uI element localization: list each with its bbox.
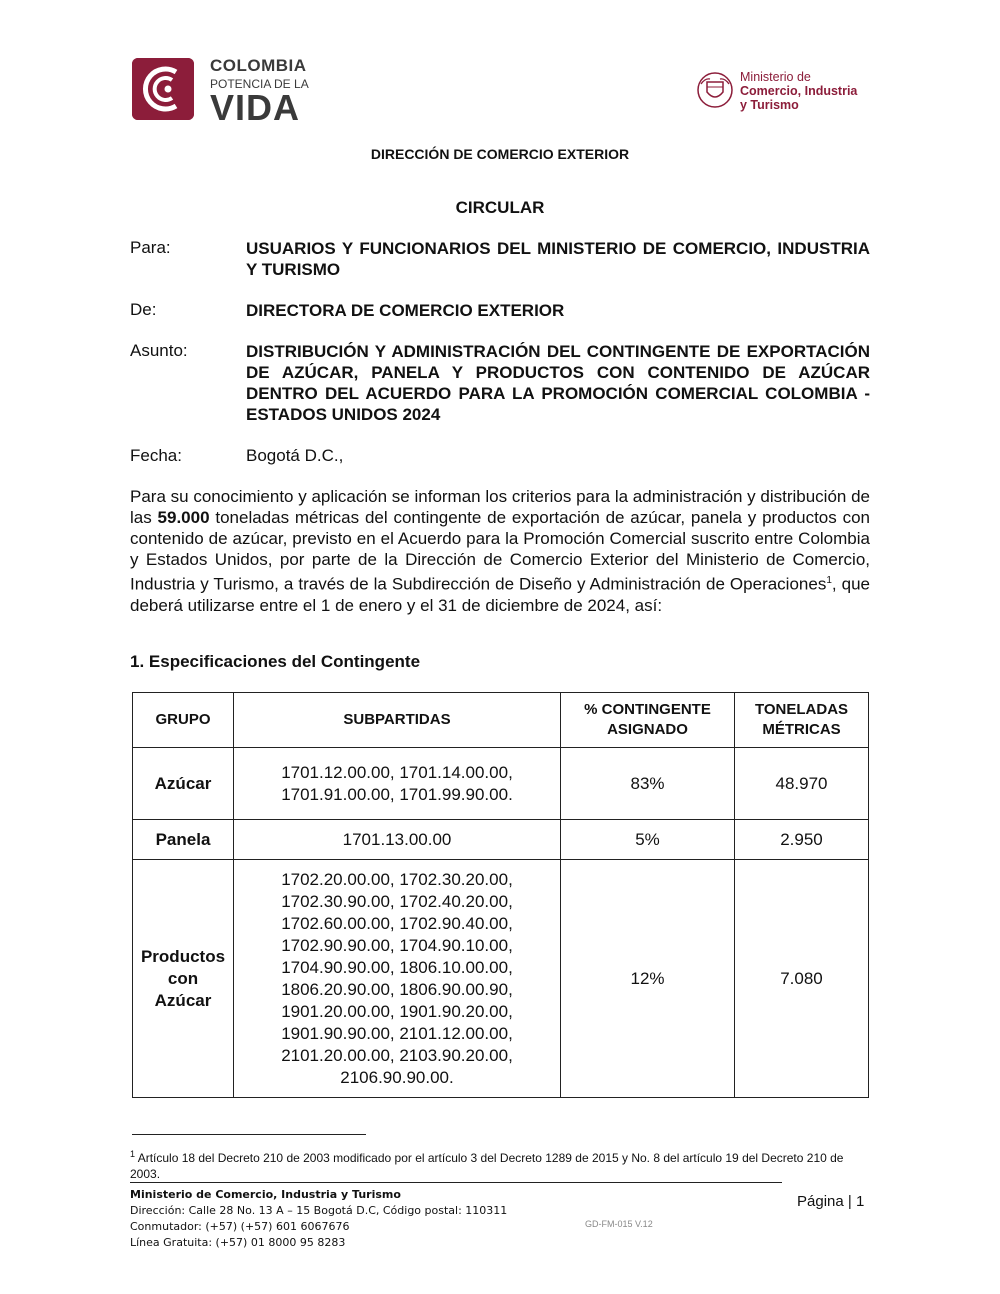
body-text-2: toneladas métricas del contingente de exportación de azúcar, panela y productos con contenido de azúcar, previsto en el Acuerdo para la Promoción Comercial suscrito entre Colombia y Estados Unidos, por parte de la Dirección de Comercio Exterior del Ministerio de Comercio, Industria y Turismo, a través de la Subdirección de Diseño y Administración de Operaciones (130, 508, 870, 594)
footer-divider (130, 1182, 782, 1183)
subpartidas-cell: 1702.20.00.00, 1702.30.20.00, 1702.30.90.00, 1702.40.20.00, 1702.60.00.00, 1702.90.40.00, 1702.90.90.00, 1704.90.10.00, 1704.90.90.00, 1806.10.00.00, 1806.20.90.00, 1806.90.00.90, 1901.20.00.00, 1901.90.20.00, 1901.90.90.00, 2101.12.00.00, 2101.20.00.00, 2103.90.20.00, 2106.90.90.00. (234, 860, 561, 1098)
ministerio-line-2: Comercio, Industria (740, 84, 858, 98)
asunto-value: DISTRIBUCIÓN Y ADMINISTRACIÓN DEL CONTINGENTE DE EXPORTACIÓN DE AZÚCAR, PANELA Y PRODUCTOS CON CONTENIDO DE AZÚCAR DENTRO DEL ACUERDO PARA LA PROMOCIÓN COMERCIAL COLOMBIA - ESTADOS UNIDOS 2024 (246, 342, 870, 424)
page-number: Página | 1 (797, 1193, 865, 1210)
tons-cell: 48.970 (735, 748, 869, 820)
body-text-3: , que deberá utilizarse entre el 1 de enero y el 31 de diciembre de 2024, así: (130, 574, 870, 615)
table-header-row (133, 693, 869, 748)
group-cell: Panela (133, 820, 234, 860)
ministerio-line-3: y Turismo (740, 98, 799, 112)
colombia-logo-mark-icon (132, 58, 194, 120)
para-label: Para: (130, 238, 171, 257)
document-title: CIRCULAR (455, 198, 545, 217)
group-cell: Productos con Azúcar (133, 860, 234, 1098)
subpartidas-cell: 1701.12.00.00, 1701.14.00.00, 1701.91.00.00, 1701.99.90.00. (234, 748, 561, 820)
para-value: USUARIOS Y FUNCIONARIOS DEL MINISTERIO DE COMERCIO, INDUSTRIA Y TURISMO (246, 239, 870, 279)
de-value: DIRECTORA DE COMERCIO EXTERIOR (246, 301, 565, 320)
tons-cell: 7.080 (735, 860, 869, 1098)
header-toneladas: TONELADAS MÉTRICAS (735, 693, 869, 748)
footer-toll-free: Línea Gratuita: (+57) 01 8000 95 8283 (130, 1236, 346, 1249)
contingent-quantity: 59.000 (157, 508, 210, 527)
footer-org: Ministerio de Comercio, Industria y Turismo (130, 1188, 401, 1201)
table-row (133, 748, 869, 820)
contingent-table (132, 692, 869, 1098)
logo-line-3: VIDA (210, 87, 301, 128)
form-code: GD-FM-015 V.12 (585, 1219, 653, 1229)
fecha-label: Fecha: (130, 446, 182, 465)
body-text-1: Para su conocimiento y aplicación se informan los criterios para la administración y distribución de las (130, 487, 870, 527)
direccion-heading: DIRECCIÓN DE COMERCIO EXTERIOR (370, 146, 630, 162)
footnote-divider (132, 1134, 366, 1135)
header-subpartidas: SUBPARTIDAS (234, 693, 561, 748)
table-row (133, 820, 869, 860)
percent-cell: 12% (561, 860, 735, 1098)
logo-line-2: POTENCIA DE LA (210, 77, 309, 91)
body-paragraph (130, 486, 870, 616)
tons-cell: 2.950 (735, 820, 869, 860)
footer-address: Dirección: Calle 28 No. 13 A – 15 Bogotá D.C, Código postal: 110311 (130, 1204, 508, 1217)
header-grupo: GRUPO (133, 693, 234, 748)
percent-cell: 83% (561, 748, 735, 820)
footer (130, 1187, 507, 1251)
footnote (130, 1146, 872, 1182)
de-label: De: (130, 300, 157, 319)
table-row (133, 860, 869, 1098)
footnote-number: 1 (130, 1149, 136, 1159)
group-cell: Azúcar (133, 748, 234, 820)
footer-phone: Conmutador: (+57) (+57) 601 6067676 (130, 1220, 350, 1233)
coat-of-arms-icon (695, 70, 735, 110)
section-title: 1. Especificaciones del Contingente (130, 652, 421, 671)
logo-line-1: COLOMBIA (210, 56, 307, 75)
header-contingente: % CONTINGENTE ASIGNADO (561, 693, 735, 748)
asunto-label: Asunto: (130, 341, 188, 360)
ministerio-logo (695, 70, 875, 116)
ministerio-line-1: Ministerio de (740, 70, 811, 84)
colombia-potencia-logo (132, 56, 312, 128)
percent-cell: 5% (561, 820, 735, 860)
footnote-ref[interactable]: 1 (826, 575, 832, 586)
footnote-text: Artículo 18 del Decreto 210 de 2003 modificado por el artículo 3 del Decreto 1289 de 2015 y No. 8 del artículo 19 del Decreto 210 de 2003. (130, 1151, 844, 1181)
fecha-value: Bogotá D.C., (246, 446, 344, 465)
subpartidas-cell: 1701.13.00.00 (234, 820, 561, 860)
